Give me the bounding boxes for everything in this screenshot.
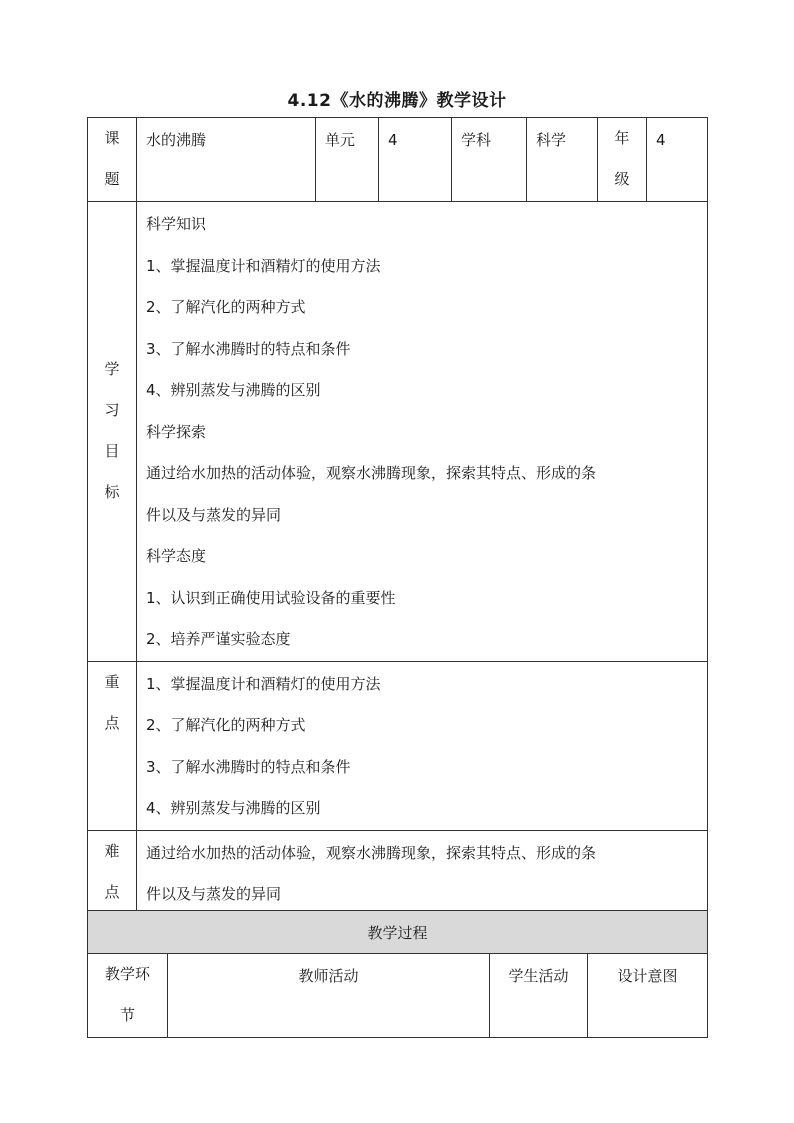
objective-line: 2、培养严谨实验态度 — [146, 630, 291, 648]
objective-line: 通过给水加热的活动体验，观察水沸腾现象，探索其特点、形成的条 — [146, 464, 597, 482]
key-points-row — [88, 661, 708, 830]
objective-line: 科学态度 — [146, 547, 207, 565]
topic-row — [88, 118, 708, 202]
objective-line: 科学知识 — [146, 215, 207, 233]
difficulty-line: 件以及与蒸发的异同 — [146, 885, 282, 903]
topic-label: 课 题 — [88, 118, 137, 202]
key-point-line: 4、辨别蒸发与沸腾的区别 — [146, 799, 321, 817]
topic-value: 水的沸腾 — [146, 131, 207, 149]
objective-line: 2、了解汽化的两种方式 — [146, 298, 306, 316]
objectives-label: 学 习 目 标 — [88, 202, 137, 662]
teacher-column-header: 教师活动 — [298, 967, 359, 985]
difficulty-line: 通过给水加热的活动体验，观察水沸腾现象，探索其特点、形成的条 — [146, 843, 597, 862]
subject-value: 科学 — [536, 131, 567, 149]
unit-label: 单元 — [325, 131, 356, 149]
subject-label: 学科 — [461, 131, 492, 149]
objective-line: 1、掌握温度计和酒精灯的使用方法 — [146, 256, 381, 275]
difficulties-content — [137, 823, 707, 916]
key-point-line: 1、掌握温度计和酒精灯的使用方法 — [146, 674, 381, 693]
objective-line: 件以及与蒸发的异同 — [146, 505, 282, 524]
stage-column-header: 教学环 节 — [88, 954, 168, 1038]
objectives-row — [88, 202, 708, 662]
grade-label: 年 级 — [598, 118, 647, 202]
intent-column-header: 设计意图 — [617, 967, 678, 985]
grade-value: 4 — [656, 131, 666, 149]
objective-line: 1、认识到正确使用试验设备的重要性 — [146, 588, 396, 607]
difficulties-row — [88, 830, 708, 916]
process-header: 教学过程 — [88, 911, 708, 954]
unit-value: 4 — [388, 131, 398, 149]
objective-line: 科学探索 — [146, 422, 207, 441]
process-columns-row — [88, 954, 708, 1038]
key-point-line: 2、了解汽化的两种方式 — [146, 716, 306, 734]
key-points-content — [137, 654, 707, 830]
key-points-label: 重 点 — [88, 661, 137, 830]
process-table — [87, 910, 708, 1038]
student-column-header: 学生活动 — [508, 967, 569, 985]
page-title: 4.12《水的沸腾》教学设计 — [287, 91, 507, 111]
difficulties-label: 难 点 — [88, 830, 137, 916]
objectives-content — [137, 194, 707, 661]
objective-line: 4、辨别蒸发与沸腾的区别 — [146, 381, 321, 399]
lesson-info-table — [87, 117, 708, 917]
key-point-line: 3、了解水沸腾时的特点和条件 — [146, 757, 351, 776]
objective-line: 3、了解水沸腾时的特点和条件 — [146, 339, 351, 358]
